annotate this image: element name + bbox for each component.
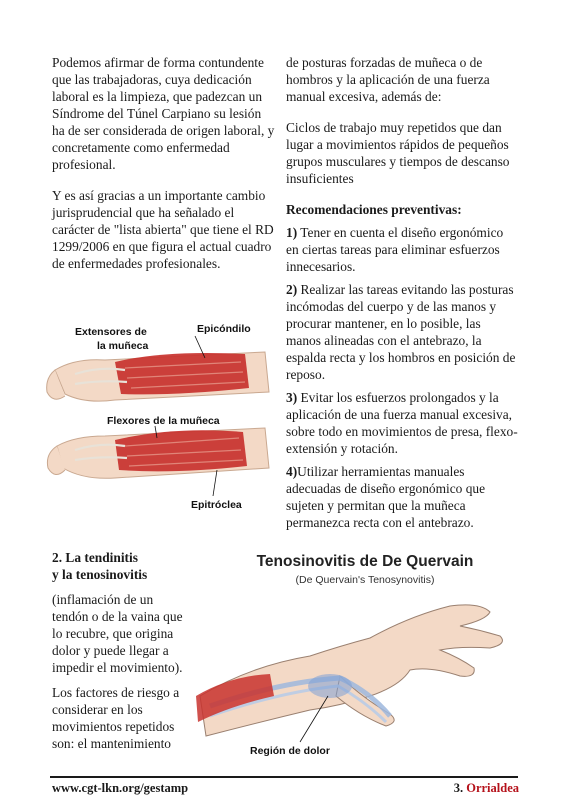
label-epitroclea: Epitróclea	[191, 499, 242, 511]
item-text: Tener en cuenta el diseño ergonómico en ciertas tareas para eliminar esfuerzos innecesarios.	[286, 225, 504, 274]
right-paragraph-1: de posturas forzadas de muñeca o de hombros y la aplicación de una fuerza manual excesiva, además de:	[286, 55, 490, 104]
recommendation-item-3	[286, 389, 518, 457]
section-2-title-line-1: 2. La tendinitis	[52, 550, 138, 565]
label-extensores: Extensores de	[75, 326, 147, 338]
forearm-illustration	[45, 318, 275, 526]
label-region-dolor: Región de dolor	[250, 745, 330, 757]
left-paragraph-2: Y es así gracias a un importante cambio jurisprudencial que ha señalado el carácter de "lista abierta" que tiene el RD 1299/2006 en que figura el actual cuadro de enfermedades profesionales.	[52, 188, 274, 271]
right-column	[286, 54, 518, 537]
figure-subtitle: (De Quervain's Tenosynovitis)	[295, 574, 435, 586]
recommendation-item-4	[286, 463, 518, 531]
recommendation-item-2	[286, 281, 518, 383]
page-number	[454, 781, 519, 796]
section-2-paragraph-2: Los factores de riesgo a considerar en los movimientos repetidos son: el mantenimiento	[52, 685, 180, 751]
right-paragraph-2: Ciclos de trabajo muy repetidos que dan lugar a movimientos rápidos de pequeños grupos musculares y tiempos de descanso insuficientes	[286, 120, 510, 186]
hand-illustration	[190, 546, 520, 766]
recommendation-item-1	[286, 224, 518, 275]
section-2-title-line-2: y la tenosinovitis	[52, 567, 148, 582]
section-2-column	[52, 549, 190, 766]
label-flexores: Flexores de la muñeca	[107, 415, 220, 427]
item-number: 3)	[286, 390, 298, 405]
item-text: Evitar los esfuerzos prolongados y la aplicación de una fuerza manual excesiva, sobre todo en movimientos de presa, flexo-extensión y rotación.	[286, 390, 518, 456]
forearm-muscles-figure	[45, 318, 275, 526]
left-column	[52, 54, 277, 286]
footer-divider	[50, 776, 518, 778]
left-paragraph-1: Podemos afirmar de forma contundente que las trabajadoras, cuya dedicación laboral es la limpieza, que padezcan un Síndrome del Túnel Carpiano su lesión ha de ser considerada de origen laboral, y concretamente como enfermedad profesional.	[52, 55, 275, 172]
section-2-title	[52, 549, 190, 583]
footer-url[interactable]: www.cgt-lkn.org/gestamp	[52, 781, 189, 795]
page-number-value: 3.	[453, 781, 464, 795]
figure-title: Tenosinovitis de De Quervain	[256, 553, 474, 570]
item-text: Utilizar herramientas manuales adecuadas de diseño ergonómico que sujeten y permitan que la muñeca permanezca recta con el antebrazo.	[286, 464, 486, 530]
pain-region-marker	[308, 674, 352, 698]
item-number: 2)	[286, 282, 298, 297]
page-word: Orrialdea	[466, 781, 519, 795]
de-quervain-figure	[190, 546, 520, 766]
label-epicondilo: Epicóndilo	[197, 323, 251, 335]
item-text: Realizar las tareas evitando las posturas incómodas del cuerpo y de las manos y procurar mantener, en lo posible, las manos alineadas con el antebrazo, la espalda recta y los hombros en posición de reposo.	[286, 282, 516, 382]
item-number: 4)	[286, 464, 298, 479]
label-muneca: la muñeca	[97, 340, 149, 352]
section-2-paragraph-1: (inflamación de un tendón o de la vaina que lo recubre, que origina dolor y puede llegar a impedir el movimiento).	[52, 592, 183, 675]
recommendations-heading: Recomendaciones preventivas:	[286, 202, 462, 217]
item-number: 1)	[286, 225, 298, 240]
